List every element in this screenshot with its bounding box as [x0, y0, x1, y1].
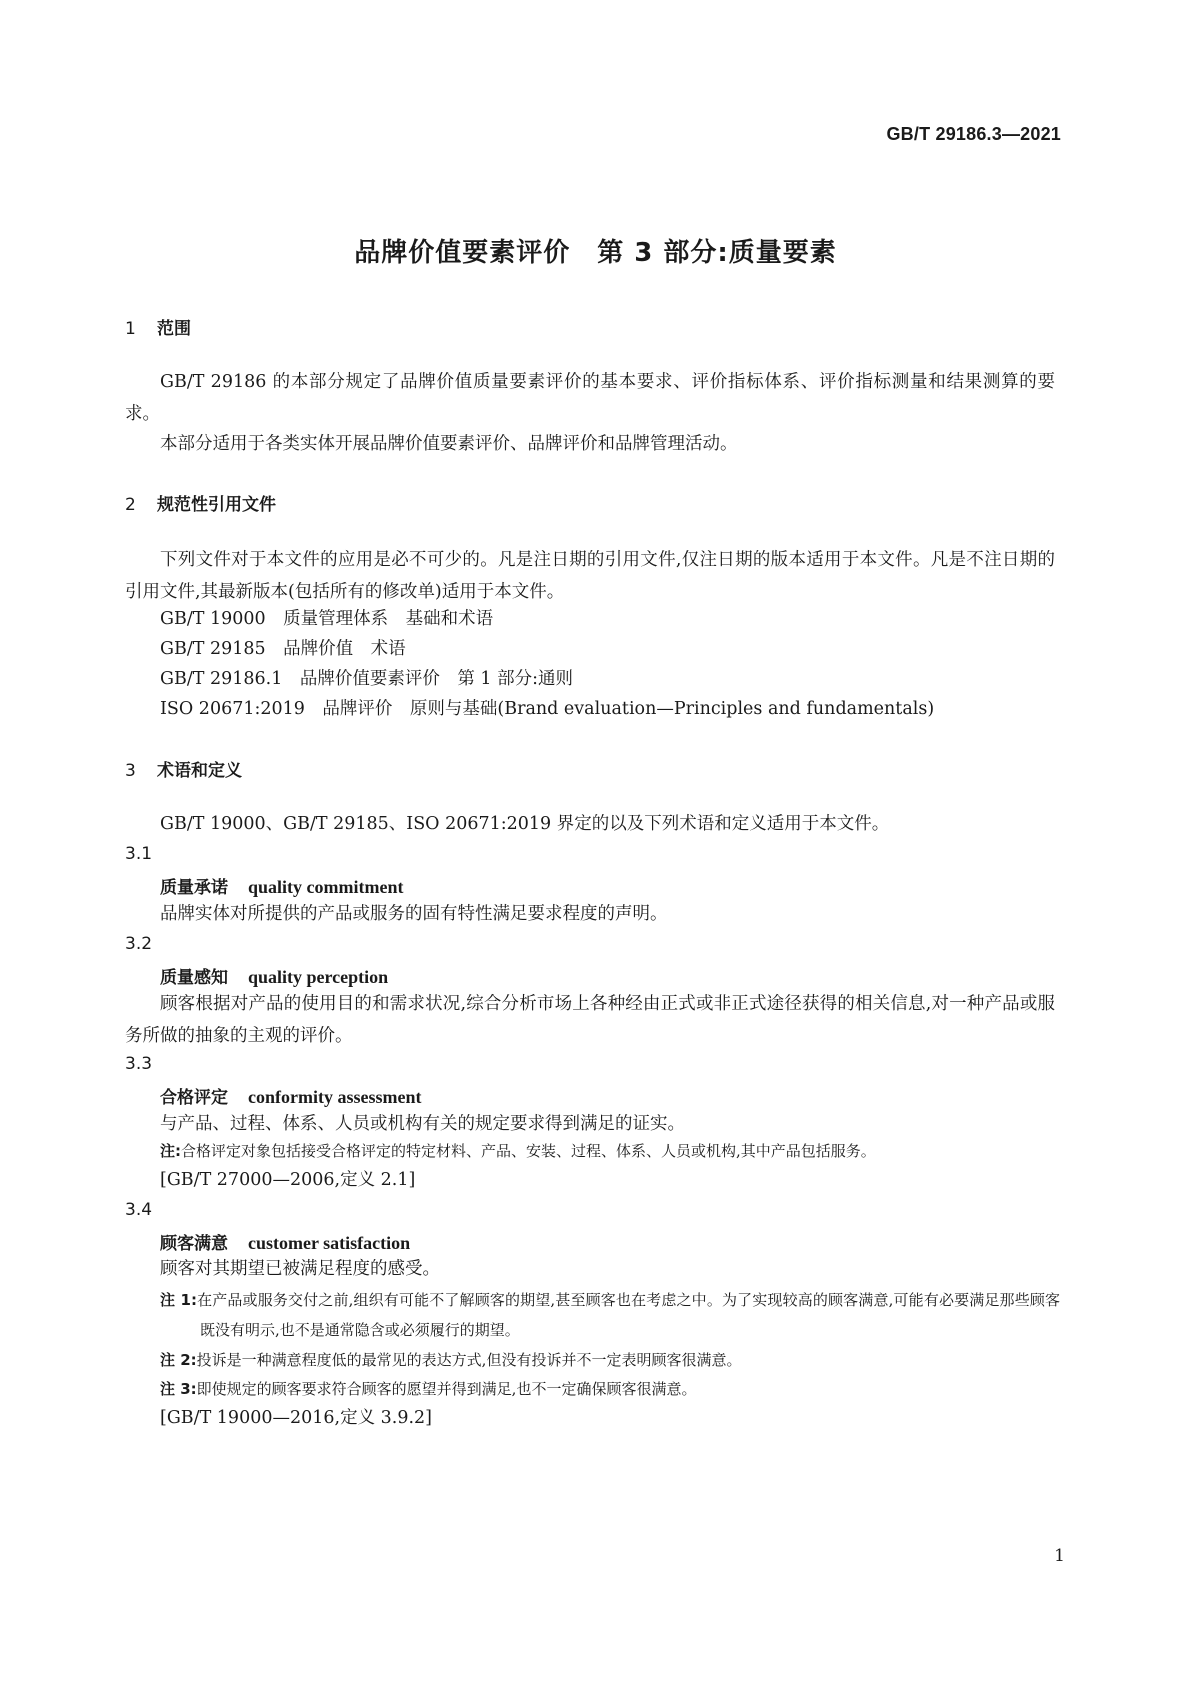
term-heading	[160, 963, 388, 988]
note-text: 投诉是一种满意程度低的最常见的表达方式,但没有投诉并不一定表明顾客很满意。	[196, 1351, 742, 1369]
note-text: 在产品或服务交付之前,组织有可能不了解顾客的期望,甚至顾客也在考虑之中。为了实现较高的顾客满意,可能有必要满足那些顾客既没有明示,也不是通常隐含或必须履行的期望。	[196, 1291, 1060, 1339]
section-number: 3	[125, 761, 136, 781]
term-note	[160, 1374, 696, 1404]
section-3-intro: GB/T 19000、GB/T 29185、ISO 20671:2019 界定的以及下列术语和定义适用于本文件。	[160, 814, 890, 834]
term-definition: 与产品、过程、体系、人员或机构有关的规定要求得到满足的证实。	[160, 1114, 685, 1134]
term-en: customer satisfaction	[248, 1233, 411, 1253]
note-label: 注 2:	[160, 1351, 197, 1369]
term-zh: 质量感知	[160, 968, 228, 988]
term-note	[160, 1285, 1060, 1345]
reference-item: ISO 20671:2019 品牌评价 原则与基础(Brand evaluation—Principles and fundamentals)	[160, 699, 935, 719]
term-zh: 顾客满意	[160, 1234, 228, 1254]
term-source: [GB/T 27000—2006,定义 2.1]	[160, 1170, 416, 1190]
term-definition: 顾客对其期望已被满足程度的感受。	[160, 1259, 440, 1279]
section-number: 2	[125, 495, 136, 515]
term-heading	[160, 1083, 421, 1108]
term-note	[160, 1136, 876, 1166]
term-en: quality commitment	[248, 877, 404, 897]
standard-number: GB/T 29186.3—2021	[886, 124, 1061, 144]
term-number: 3.4	[125, 1200, 153, 1220]
reference-item: GB/T 29186.1 品牌价值要素评价 第 1 部分:通则	[160, 669, 573, 689]
note-label: 注 1:	[160, 1291, 197, 1309]
term-definition: 顾客根据对产品的使用目的和需求状况,综合分析市场上各种经由正式或非正式途径获得的相关信息,对一种产品或服务所做的抽象的主观的评价。	[125, 994, 1055, 1046]
section-title: 范围	[157, 319, 191, 339]
term-number: 3.1	[125, 844, 153, 864]
section-number: 1	[125, 319, 136, 339]
term-heading	[160, 873, 403, 898]
note-label: 注:	[160, 1142, 181, 1160]
note-text: 即使规定的顾客要求符合顾客的愿望并得到满足,也不一定确保顾客很满意。	[196, 1380, 697, 1398]
term-source: [GB/T 19000—2016,定义 3.9.2]	[160, 1408, 432, 1428]
note-label: 注 3:	[160, 1380, 197, 1398]
reference-item: GB/T 29185 品牌价值 术语	[160, 639, 406, 659]
term-note	[160, 1345, 741, 1375]
term-number: 3.2	[125, 934, 153, 954]
term-heading	[160, 1229, 410, 1254]
section-1-paragraph-2: 本部分适用于各类实体开展品牌价值要素评价、品牌评价和品牌管理活动。	[160, 434, 738, 454]
section-1-paragraph-1: GB/T 29186 的本部分规定了品牌价值质量要素评价的基本要求、评价指标体系、评价指标测量和结果测算的要求。	[125, 372, 1055, 424]
document-title: 品牌价值要素评价 第 3 部分:质量要素	[354, 238, 837, 268]
term-zh: 质量承诺	[160, 878, 228, 898]
section-1-heading	[125, 314, 191, 339]
section-2-heading	[125, 490, 276, 515]
term-en: conformity assessment	[248, 1087, 422, 1107]
term-en: quality perception	[248, 967, 389, 987]
section-title: 规范性引用文件	[157, 495, 276, 515]
term-zh: 合格评定	[160, 1088, 228, 1108]
term-definition: 品牌实体对所提供的产品或服务的固有特性满足要求程度的声明。	[160, 904, 668, 924]
note-text: 合格评定对象包括接受合格评定的特定材料、产品、安装、过程、体系、人员或机构,其中产品包括服务。	[181, 1142, 876, 1160]
term-number: 3.3	[125, 1054, 153, 1074]
section-2-paragraph-1: 下列文件对于本文件的应用是必不可少的。凡是注日期的引用文件,仅注日期的版本适用于本文件。凡是不注日期的引用文件,其最新版本(包括所有的修改单)适用于本文件。	[125, 550, 1055, 602]
section-title: 术语和定义	[157, 761, 242, 781]
page-number: 1	[1054, 1546, 1065, 1566]
section-3-heading	[125, 756, 242, 781]
reference-item: GB/T 19000 质量管理体系 基础和术语	[160, 609, 494, 629]
